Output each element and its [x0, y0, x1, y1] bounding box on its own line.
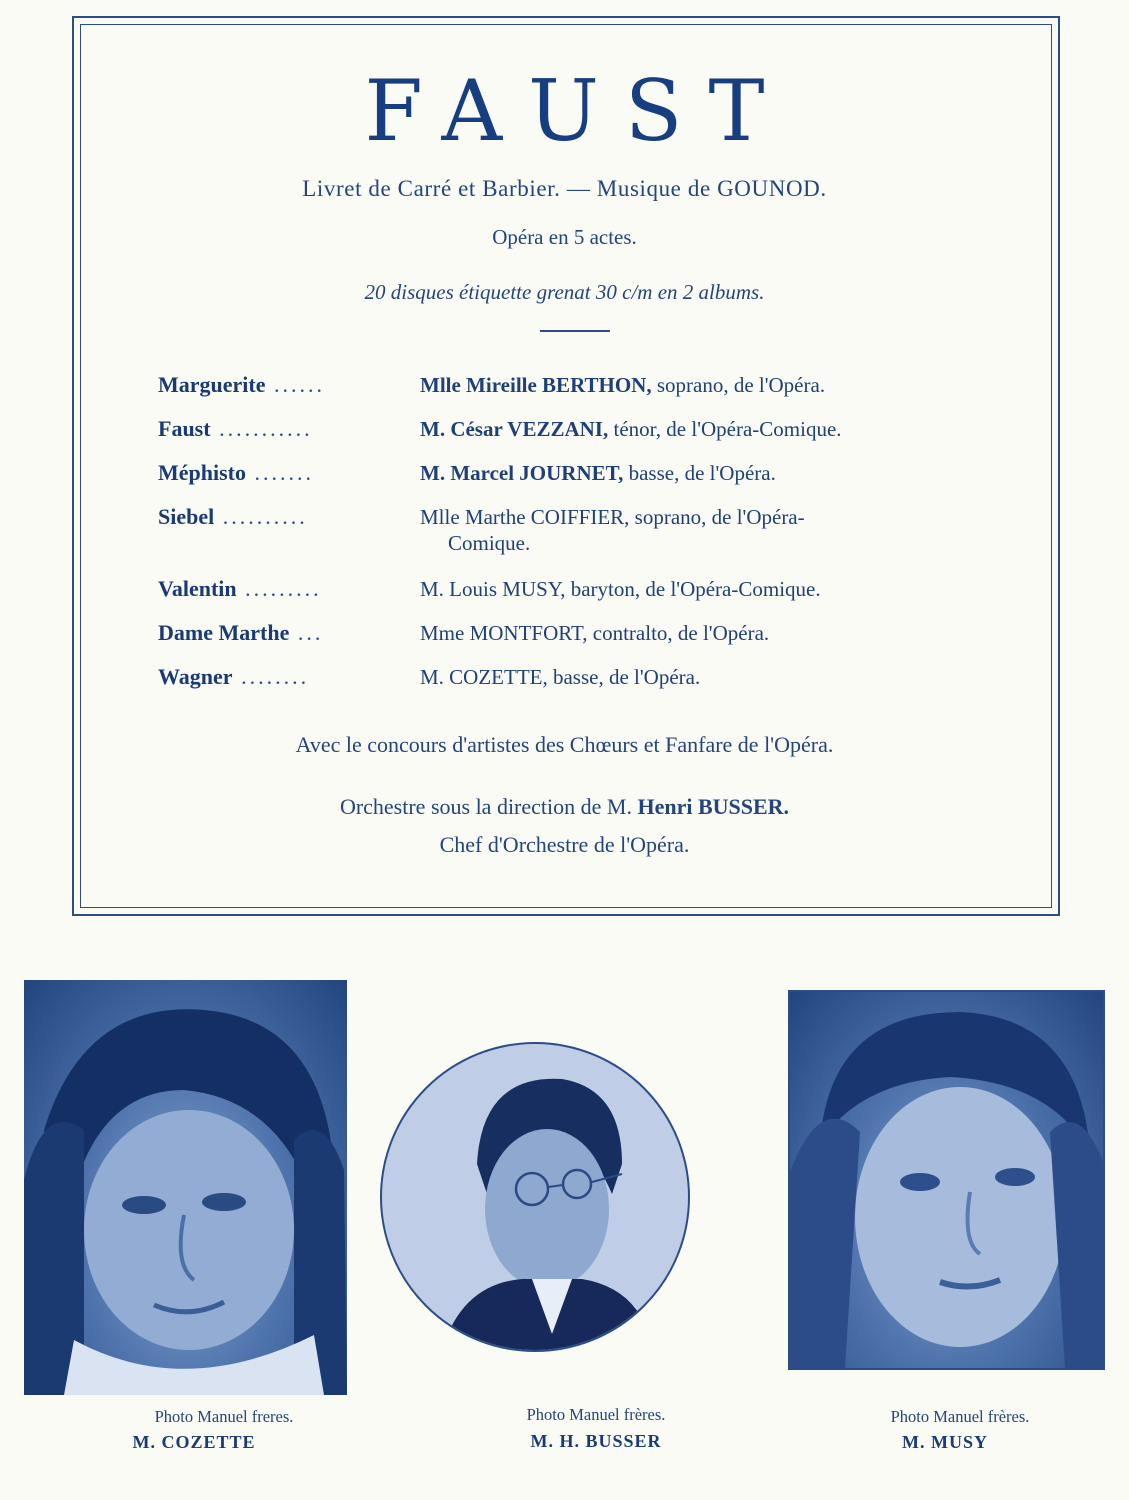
photo-credit-1: Photo Manuel freres. [154, 1407, 294, 1426]
divider-rule [540, 330, 610, 332]
singer-desc: M. COZETTE, basse, de l'Opéra. [420, 665, 701, 689]
singer-desc: ténor, de l'Opéra-Comique. [608, 417, 842, 441]
cast-row [158, 620, 1018, 664]
role-name: Wagner [158, 664, 233, 689]
cast-row [158, 460, 1018, 504]
role-name: Méphisto [158, 460, 246, 485]
role-dots: ........ [232, 664, 310, 689]
cast-row [158, 576, 1018, 620]
singer-name: M. César VEZZANI, [420, 417, 609, 441]
cast-row [158, 504, 1018, 576]
role-name: Faust [158, 416, 211, 441]
opera-title: FAUST [364, 62, 791, 160]
orchestra-note [0, 794, 1129, 820]
portrait-photo-musy [788, 990, 1105, 1370]
cast-row [158, 372, 1018, 416]
singer-desc: soprano, de l'Opéra. [651, 373, 826, 397]
singer-desc: Mme MONTFORT, contralto, de l'Opéra. [420, 621, 770, 645]
role-dots: ......... [236, 576, 322, 601]
singer-desc-continued: Comique. [448, 531, 531, 556]
role-dots: ....... [246, 460, 314, 485]
portrait-photo-busser [380, 1042, 690, 1352]
orchestra-prefix: Orchestre sous la direction de M. [339, 794, 638, 819]
cast-row [158, 416, 1018, 460]
role-dots: .......... [214, 504, 308, 529]
photo-caption-2: M. H. BUSSER [530, 1431, 662, 1451]
conductor-role: Chef d'Orchestre de l'Opéra. [439, 832, 690, 857]
singer-desc: Mlle Marthe COIFFIER, soprano, de l'Opéra- [420, 505, 805, 529]
singer-desc: basse, de l'Opéra. [623, 461, 776, 485]
role-name: Dame Marthe [158, 620, 290, 645]
role-dots: ...... [265, 372, 325, 397]
cast-row [158, 664, 1018, 708]
photo-credit-3: Photo Manuel frères. [890, 1407, 1030, 1426]
role-dots: ... [289, 620, 324, 645]
portrait-photo-cozette [24, 980, 347, 1395]
singer-name: Mlle Mireille BERTHON, [420, 373, 652, 397]
opera-genre: Opéra en 5 actes. [492, 225, 637, 249]
singer-name: M. Marcel JOURNET, [420, 461, 624, 485]
chorus-note: Avec le concours d'artistes des Chœurs et Fanfare de l'Opéra. [295, 732, 834, 757]
libretto-credits: Livret de Carré et Barbier. — Musique de GOUNOD. [302, 176, 827, 201]
role-dots: ........... [210, 416, 313, 441]
conductor-name: Henri BUSSER. [637, 794, 790, 819]
role-name: Siebel [158, 504, 215, 529]
cast-list [158, 372, 1018, 708]
records-info: 20 disques étiquette grenat 30 c/m en 2 albums. [364, 280, 765, 304]
singer-desc: M. Louis MUSY, baryton, de l'Opéra-Comique. [420, 577, 821, 601]
role-name: Valentin [158, 576, 237, 601]
photo-caption-1: M. COZETTE [132, 1432, 256, 1452]
photo-credit-2: Photo Manuel frères. [526, 1405, 666, 1424]
photo-caption-3: M. MUSY [902, 1432, 988, 1452]
role-name: Marguerite [158, 372, 266, 397]
